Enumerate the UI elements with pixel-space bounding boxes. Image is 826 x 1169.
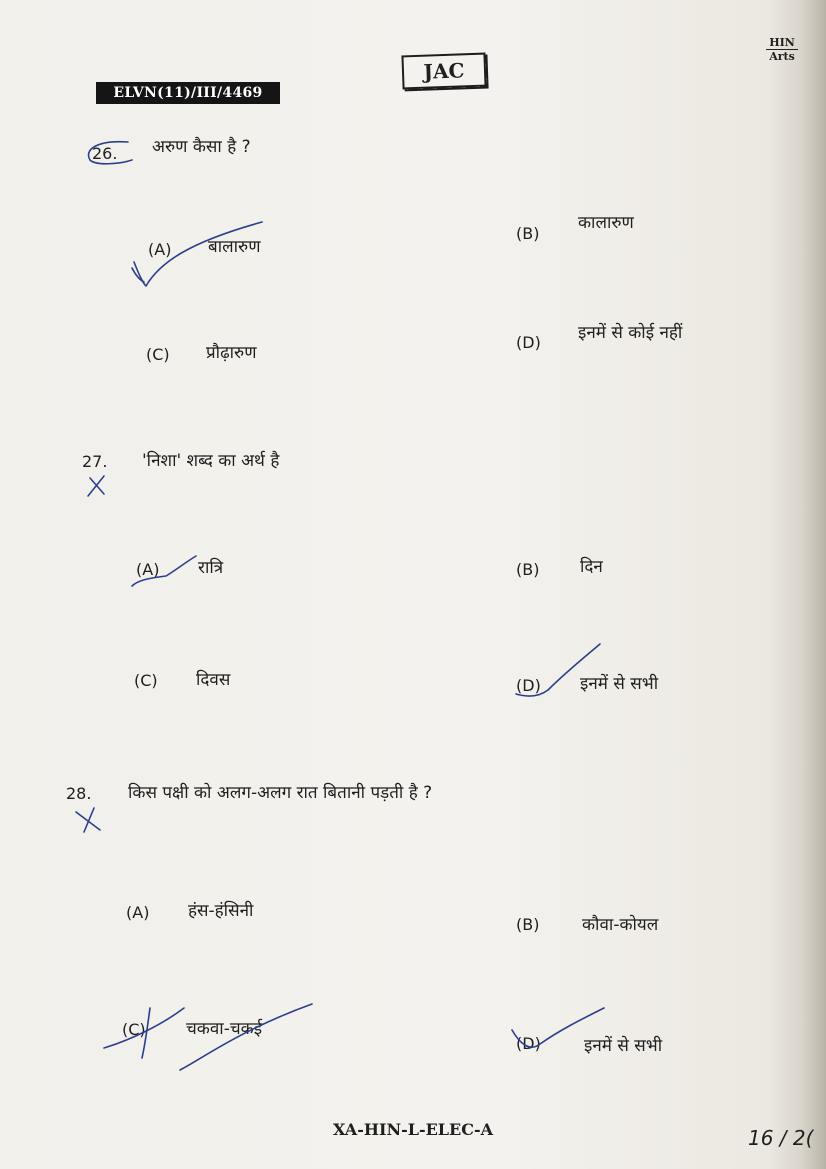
- option-text: इनमें से सभी: [584, 1036, 663, 1056]
- cross-mark-q27: [88, 476, 104, 496]
- question-number: 27.: [82, 452, 108, 471]
- page-number: 16 / 2(: [748, 1126, 814, 1150]
- paper-code: ELVN(11)/III/4469: [96, 82, 280, 104]
- subject-code: HIN: [766, 36, 798, 50]
- option-text: हंस-हंसिनी: [188, 901, 254, 921]
- option-label: (B): [516, 224, 540, 243]
- option-text: रात्रि: [198, 558, 224, 578]
- option-text: इनमें से सभी: [580, 674, 659, 694]
- subject-corner-label: [766, 36, 798, 63]
- tick-mark-q26-a-extra: [132, 268, 144, 282]
- question-text: किस पक्षी को अलग-अलग रात बितानी पड़ती है ?: [128, 783, 433, 803]
- option-text: दिन: [580, 557, 603, 577]
- option-label: (C): [122, 1020, 146, 1039]
- option-text: प्रौढ़ारुण: [206, 343, 257, 363]
- option-label: (A): [148, 240, 172, 259]
- option-text: कालारुण: [578, 213, 634, 233]
- option-label: (D): [516, 1034, 541, 1053]
- question-number: 28.: [66, 784, 92, 803]
- option-label: (B): [516, 560, 540, 579]
- question-text: अरुण कैसा है ?: [152, 137, 251, 157]
- question-text: 'निशा' शब्द का अर्थ है: [142, 451, 280, 471]
- option-text: इनमें से कोई नहीं: [578, 323, 683, 343]
- question-number: 26.: [92, 144, 118, 163]
- option-label: (D): [516, 676, 541, 695]
- option-label: (C): [134, 671, 158, 690]
- footer-paper-code: XA-HIN-L-ELEC-A: [332, 1120, 494, 1139]
- option-label: (B): [516, 915, 540, 934]
- option-label: (C): [146, 345, 170, 364]
- stream-label: Arts: [769, 50, 795, 63]
- book-spine: [804, 0, 826, 1169]
- board-name-box: JAC: [401, 53, 486, 90]
- option-text: कौवा-कोयल: [582, 915, 659, 935]
- option-label: (D): [516, 333, 541, 352]
- option-text: दिवस: [196, 670, 231, 690]
- option-text: बालारुण: [208, 237, 261, 257]
- option-text: चकवा-चकई: [186, 1019, 263, 1039]
- option-label: (A): [136, 560, 160, 579]
- option-label: (A): [126, 903, 150, 922]
- cross-mark-q28: [76, 808, 100, 832]
